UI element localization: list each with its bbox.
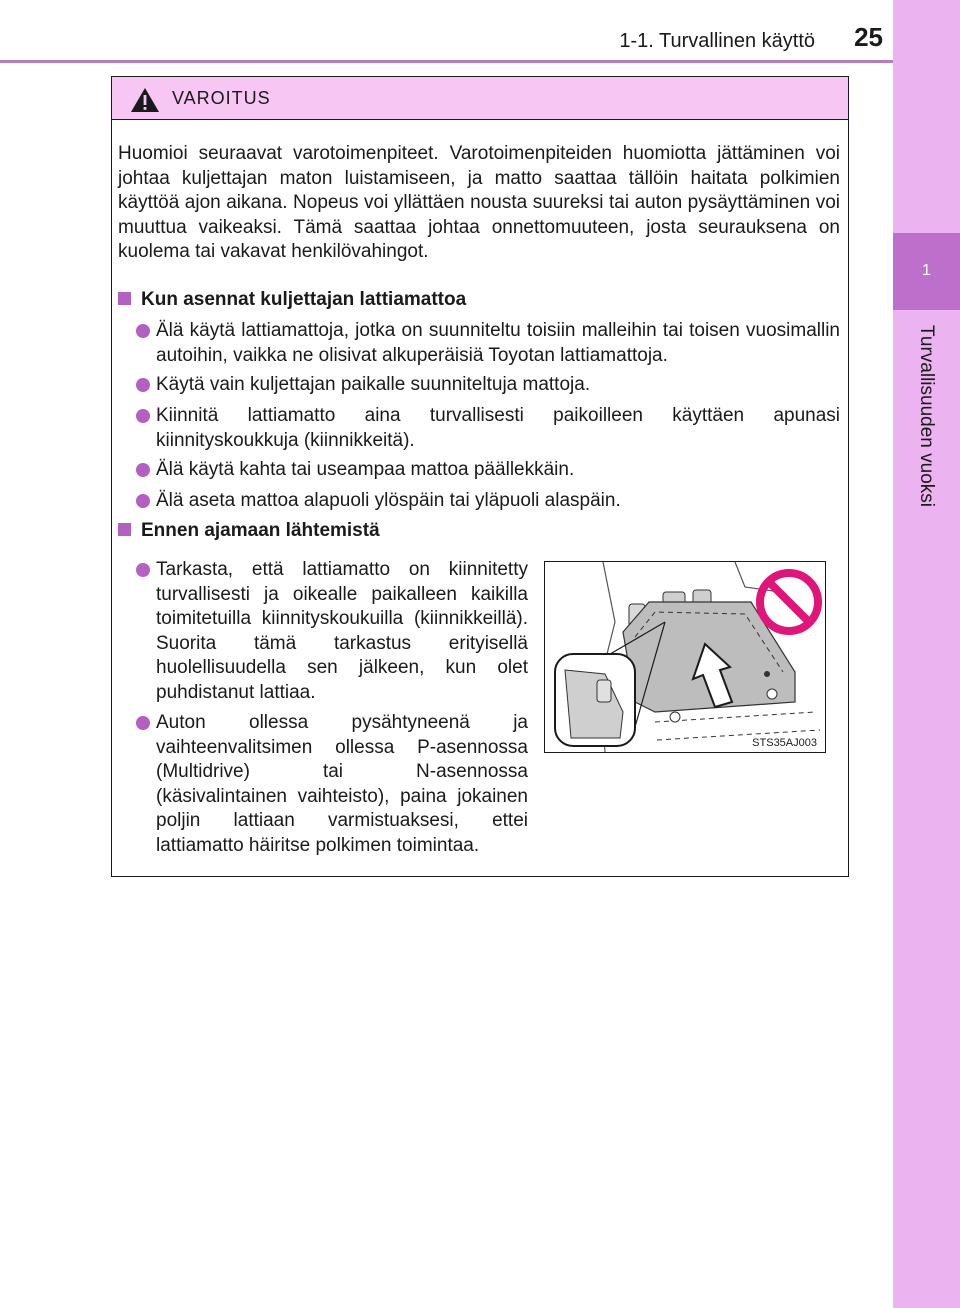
list-item-text: Kiinnitä lattiamatto aina turvallisesti paikoilleen käyttäen apunasi kiinnityskoukkuja (kiinnikkeitä).	[156, 405, 840, 451]
chapter-title: Turvallisuuden vuoksi	[916, 325, 937, 507]
section-heading-installing	[118, 289, 466, 311]
list-item-text: Tarkasta, että lattiamatto on kiinnitetty turvallisesti ja oikealle paikalleen kaikilla toimitetuilla kiinnityskoukuilla (kiinnikkeillä). Suorita tämä tarkastus erityisellä huolellisuudella sen jälkeen, kun olet puhdistanut lattiaa.	[156, 559, 528, 703]
list-item	[136, 373, 840, 398]
list-item	[136, 458, 840, 483]
list-item	[136, 404, 840, 453]
square-bullet-icon	[118, 292, 131, 305]
warning-title: VAROITUS	[172, 88, 271, 108]
list-item	[136, 558, 528, 705]
list-item	[136, 319, 840, 368]
bullet-dot-icon	[136, 378, 150, 392]
bullet-dot-icon	[136, 324, 150, 338]
warning-header	[112, 77, 848, 120]
floor-mat-illustration	[544, 561, 826, 753]
section-heading-before-driving	[118, 520, 380, 542]
list-item-text: Älä käytä lattiamattoja, jotka on suunniteltu toisiin malleihin tai toisen vuosimallin autoihin, vaikka ne olisivat alkuperäisiä Toyotan lattiamattoja.	[156, 320, 840, 366]
warning-intro: Huomioi seuraavat varotoimenpiteet. Varotoimenpiteiden huomiotta jättäminen voi johtaa kuljettajan maton luistamiseen, ja matto saattaa tällöin haitata polkimien käyttöä ajon aikana. Nopeus voi yllättäen nousta suureksi tai auton pysäyttäminen voi muuttua vaikeaksi. Tämä saattaa johtaa onnettomuuteen, josta seurauksena on kuolema tai vakavat henkilövahingot.	[118, 143, 840, 262]
bullet-dot-icon	[136, 563, 150, 577]
header-rule	[0, 60, 893, 63]
section-title: 1-1. Turvallinen käyttö	[619, 30, 815, 52]
list-item-text: Älä aseta mattoa alapuoli ylöspäin tai yläpuoli alaspäin.	[156, 490, 621, 511]
heading-text: Kun asennat kuljettajan lattiamattoa	[141, 289, 467, 310]
heading-text: Ennen ajamaan lähtemistä	[141, 520, 380, 541]
list-item	[136, 711, 528, 858]
bullet-dot-icon	[136, 716, 150, 730]
figure-code: STS35AJ003	[752, 737, 817, 749]
floor-mat-drawing	[545, 562, 826, 753]
warning-box	[111, 76, 849, 877]
warning-triangle-icon	[130, 87, 160, 113]
list-item-text: Käytä vain kuljettajan paikalle suunniteltuja mattoja.	[156, 374, 591, 395]
list-item-text: Älä käytä kahta tai useampaa mattoa päällekkäin.	[156, 459, 575, 480]
bullet-dot-icon	[136, 409, 150, 423]
page-header	[0, 0, 893, 62]
square-bullet-icon	[118, 523, 131, 536]
list-item	[136, 489, 840, 514]
page-number: 25	[854, 22, 883, 52]
list-item-text: Auton ollessa pysähtyneenä ja vaihteenvalitsimen ollessa P-asennossa (Multidrive) tai N-asennossa (käsivalintainen vaihteisto), paina jokainen poljin lattiaan varmistuaksesi, ettei lattiamatto häiritse polkimen toimintaa.	[156, 712, 528, 856]
bullet-dot-icon	[136, 494, 150, 508]
chapter-number: 1	[922, 262, 931, 279]
bullet-dot-icon	[136, 463, 150, 477]
chapter-side-tab	[893, 0, 960, 1308]
